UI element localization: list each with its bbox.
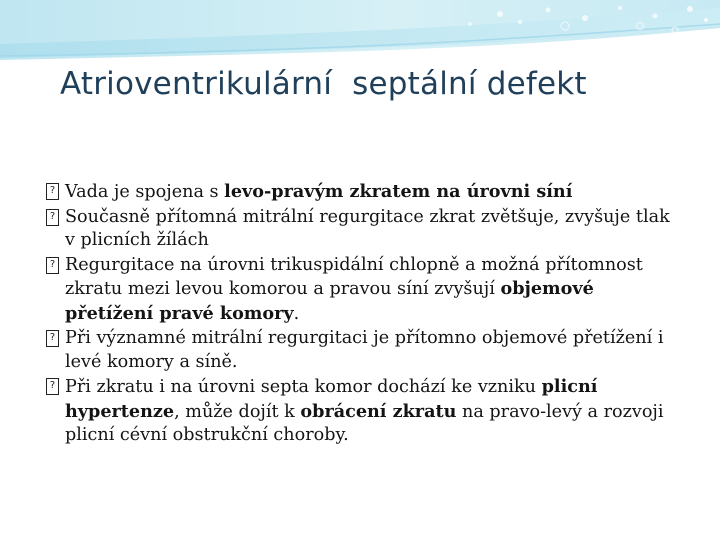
bullet-text: Regurgitace na úrovni trikuspidální chlopně a možná přítomnost zkratu mezi levou komorou a pravou síní zvyšují (65, 254, 643, 299)
missing-glyph-bullet-icon: ? (46, 183, 59, 200)
bullet-text: Při významné mitrální regurgitaci je přítomno objemové přetížení i levé komory a síně. (65, 328, 664, 372)
bullet-text: Při zkratu i na úrovni septa komor dochází ke vzniku (65, 377, 542, 397)
missing-glyph-bullet-icon: ? (46, 209, 59, 226)
bullet-emphasis-text: levo-pravým zkratem na úrovni síní (224, 181, 573, 202)
bullet-emphasis-text: objemové přetížení pravé komory (65, 278, 594, 324)
bullet-item (46, 375, 676, 448)
missing-glyph-bullet-icon: ? (46, 257, 59, 274)
bullet-item (46, 327, 676, 374)
bullet-text: na pravo-levý a rozvoji plicní cévní obstrukční choroby. (65, 401, 664, 445)
bullet-emphasis-text: plicní hypertenze (65, 376, 598, 422)
bullet-text: . (293, 303, 300, 324)
missing-glyph-bullet-icon: ? (46, 378, 59, 395)
missing-glyph-bullet-icon: ? (46, 330, 59, 347)
bullet-item (46, 254, 676, 327)
bullet-item (46, 206, 676, 253)
bullet-text: Současně přítomná mitrální regurgitace zkrat zvětšuje, zvyšuje tlak v plicních žílách (65, 206, 670, 250)
bullet-text: Vada je spojena s (65, 182, 225, 202)
bullet-item (46, 180, 676, 205)
slide-title: Atrioventrikulární septální defekt (60, 66, 587, 102)
bullet-emphasis-text: obrácení zkratu (300, 400, 457, 422)
bullet-list (46, 180, 676, 449)
bullet-text: , může dojít k (174, 401, 301, 422)
header-wave-decoration (0, 0, 720, 130)
